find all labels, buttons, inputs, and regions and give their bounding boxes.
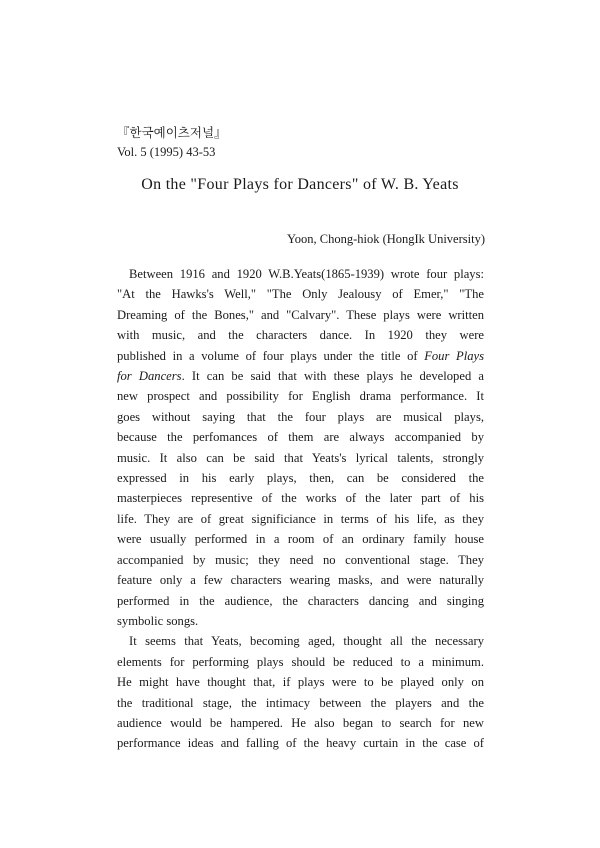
text-line: It seems that Yeats, becoming aged, thought all the necessary bbox=[129, 634, 484, 649]
article-body bbox=[117, 264, 484, 754]
text-line: performance ideas and falling of the heavy curtain in the case of bbox=[117, 736, 484, 751]
text-line: new prospect and possibility for English drama performance. It bbox=[117, 389, 484, 404]
journal-header bbox=[117, 124, 227, 162]
text-line: for Dancers. It can be said that with these plays he developed a bbox=[117, 369, 485, 384]
text-line: were usually performed in a room of an ordinary family house bbox=[117, 532, 484, 547]
italic-title: for Dancers bbox=[117, 369, 182, 384]
volume-info: Vol. 5 (1995) 43-53 bbox=[117, 145, 216, 159]
text-line: because the perfomances of them are always accompanied by bbox=[117, 430, 484, 445]
text-line: elements for performing plays should be reduced to a minimum. bbox=[117, 654, 484, 669]
text-line: "At the Hawks's Well," "The Only Jealousy of Emer," "The bbox=[117, 287, 484, 302]
text-line: masterpieces representive of the works of the later part of his bbox=[117, 491, 484, 506]
text-line: He might have thought that, if plays were to be played only on bbox=[117, 675, 484, 690]
text-line: published in a volume of four plays under the title of Four Plays bbox=[117, 348, 484, 363]
text-line: accompanied by music; they need no conventional stage. They bbox=[117, 552, 484, 567]
author-line: Yoon, Chong-hiok (HongIk University) bbox=[286, 232, 485, 246]
text-line: performed in the audience, the characters dancing and singing bbox=[117, 593, 484, 608]
text-line: the traditional stage, the intimacy between the players and the bbox=[117, 695, 484, 710]
text-line: audience would be hampered. He also began to search for new bbox=[117, 715, 484, 730]
article-title: On the "Four Plays for Dancers" of W. B. Yeats bbox=[141, 176, 459, 193]
paragraph-1 bbox=[117, 264, 484, 631]
text-line: Dreaming of the Bones," and "Calvary". These plays were written bbox=[117, 307, 484, 322]
text-line: with music, and the characters dance. In 1920 they were bbox=[117, 328, 484, 343]
text-line: Between 1916 and 1920 W.B.Yeats(1865-1939) wrote four plays: bbox=[129, 267, 484, 281]
text-line: symbolic songs. bbox=[117, 613, 199, 628]
italic-title: Four Plays bbox=[424, 348, 484, 363]
text-line: feature only a few characters wearing masks, and were naturally bbox=[117, 573, 484, 588]
text-line: music. It also can be said that Yeats's lyrical talents, strongly bbox=[117, 450, 484, 465]
paragraph-2 bbox=[117, 631, 484, 753]
journal-name: 『한국예이츠저널』 bbox=[117, 126, 227, 140]
text-line: expressed in his early plays, then, can be considered the bbox=[117, 471, 484, 486]
text-line: life. They are of great significiance in terms of his life, as they bbox=[117, 511, 484, 526]
text-line: goes without saying that the four plays are musical plays, bbox=[117, 409, 484, 424]
